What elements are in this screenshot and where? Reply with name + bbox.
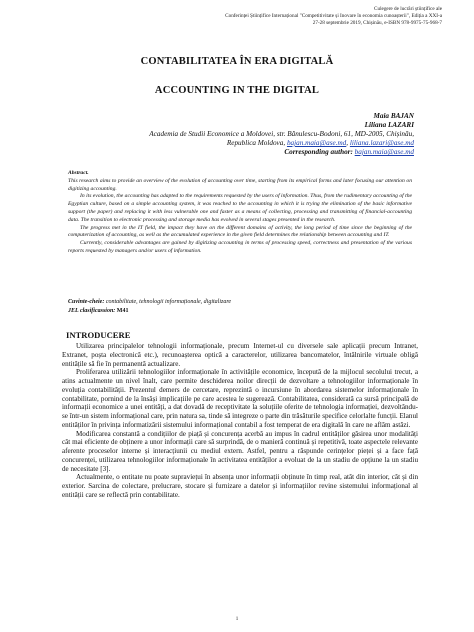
affiliation-line-1: Academia de Studii Economice a Moldovei, str. Bănulescu-Bodoni, 61, MD-2005, Chișinău,: [149, 130, 414, 138]
keywords-line: [68, 298, 412, 307]
header-line-3: 27-28 septembrie 2019, Chișinău, e-ISBN 978-9975-75-968-7: [312, 20, 442, 26]
jel-label: JEL clasificassion:: [68, 308, 116, 314]
corresponding-email-link[interactable]: bajan.maia@ase.md: [354, 148, 414, 156]
authors-block: [34, 112, 414, 157]
keywords-label: Cuvinte-cheie:: [68, 299, 105, 305]
author-2: Liliana LAZARI: [364, 121, 414, 129]
corresponding-author: [34, 148, 414, 157]
intro-paragraph-2: Proliferarea utilizării tehnologiilor informaționale în activitățile economice, începută de la mijlocul secolului trecut, a atins actualmente un nivel înalt, care permite deschiderea noilor direcții de dezvoltare a tehnologiilor informaționale în evoluția contabilității. Prezentul demers de cercetare, reprezintă o incursiune în abordarea sistemelor informaționale în contabilitate, pornind de la însăși implicațiile pe care acestea le sugerează. Contabilitatea, considerată ca sursă principală de informații economice a unei entități, a dat dovadă de receptivitate la soluțiile oferite de tehnologia informației, dezvoltându-se într-un sistem informațional care, prin natura sa, tinde să integreze o parte din trăsăturile specifice celorlalte funcții. Elanul entităților în privința informatizării sistemului informațional contabil a fost temperat de era digitală în care ne aflăm astăzi.: [62, 368, 418, 429]
abstract-paragraph-4: Currently, considerable advantages are gained by digitizing accounting in terms of processing speed, correctness and presentation of the various reports requested by managers and/or users of information.: [68, 240, 412, 254]
title-english: ACCOUNTING IN THE DIGITAL: [154, 85, 320, 96]
affiliation-line-2: Republica Moldova, bajan.maia@ase.md, liliana.lazari@ase.md: [226, 139, 414, 147]
jel-line: [68, 307, 412, 316]
introduction-body: [62, 342, 418, 500]
keywords-value: contabilitate, tehnologii informaționale, digitalizare: [105, 299, 232, 305]
abstract-paragraph-1: This research aims to provide an overview of the evolution of accounting over time, starting from its empirical forms and later focusing our attention on digitizing accounting.: [68, 177, 412, 192]
abstract-label: Abstract.: [68, 170, 89, 176]
keywords-block: [68, 298, 412, 316]
section-heading-introduction: INTRODUCERE: [66, 330, 131, 340]
intro-paragraph-1: Utilizarea principalelor tehnologii informaționale, precum Internet-ul cu diversele sale aplicații precum Intranet, Extranet, poșta electronică etc.), recunoașterea optică a caracterelor, utilizarea bancomatelor, întâlnirile virtuale obligă entitățile să fie în permanentă actualizare.: [62, 342, 418, 368]
page-number: 1: [235, 617, 239, 622]
abstract: [68, 170, 412, 256]
affiliation-country: Republica Moldova,: [226, 139, 286, 147]
email-link-1[interactable]: bajan.maia@ase.md: [286, 139, 347, 147]
intro-paragraph-4: Actualmente, o entitate nu poate supraviețui în absența unor informații obținute în timp real, atât din interior, cât și din exterior. Sarcina de colectare, prelucrare, stocare și furnizare a datelor și informațiilor revine sistemului informațional al entității care se reflectă prin contabilitate.: [62, 473, 418, 499]
conference-header: [142, 6, 442, 27]
corresponding-label: Corresponding author:: [284, 148, 353, 156]
header-line-1: Culegere de lucrări științifice ale: [374, 6, 442, 12]
author-1: Maia BAJAN: [373, 112, 414, 120]
jel-value: M41: [116, 308, 129, 314]
abstract-paragraph-3: The progress met in the IT field, the impact they have on the different domains of activity, the long period of time since the beginning of the computerization of accounting, as well as the accumulated experience in the given field determines the relationship between accounting and IT.: [68, 224, 412, 239]
intro-paragraph-3: Modificarea constantă a condițiilor de piață și concurența acerbă au impus în cadrul entităților găsirea unor modalități cât mai eficiente de obținere a unor informații care să surprindă, de o manieră continuă și repetitivă, toate aspectele relevante aferente proceselor interne și interacțiunii cu mediul extern. Astfel, pentru a răspunde cerințelor pieței și a face față concurenței, utilizarea tehnologiilor informaționale în activitatea entităților a evoluat de la un stadiu de opțiune la un stadiu de necesitate [3].: [62, 429, 418, 473]
abstract-paragraph-2: In its evolution, the accounting has adapted to the requirements requested by the users of information. Thus, from the rudimentary accounting of the Egyptian culture, based on a simple accounting system, it was reached to the accounting in which it is trying the elimination of the basic informative support (the paper) and replacing it with less vulnerable one and faster as a means of collecting, processing and transmitting of financial-accounting data. The transition to electronic processing and storage media has evolved in several stages presented in the research.: [68, 193, 412, 223]
email-link-2[interactable]: liliana.lazari@ase.md: [349, 139, 414, 147]
header-line-2: Conferinței Științifice Internațional "Competitivitate și Inovare în economia cunoașterii", Ediția a XXI-a: [225, 13, 442, 19]
title-romanian: CONTABILITATEA ÎN ERA DIGITALĂ: [140, 56, 334, 67]
